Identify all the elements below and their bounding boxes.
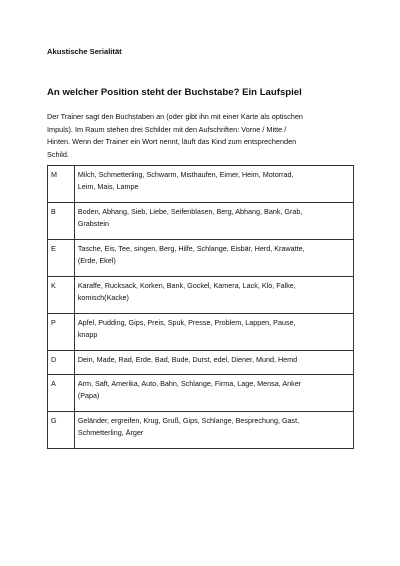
words-line: Boden, Abhang, Sieb, Liebe, Seifenblasen, Berg, Abhang, Bank, Grab,: [77, 207, 303, 216]
table-row: [48, 203, 354, 240]
table-row: [48, 375, 354, 412]
table-row: [48, 412, 354, 449]
words-line: Dein, Made, Rad, Erde, Bad, Bude, Durst, edel, Diener, Mund, Hemd: [77, 355, 298, 364]
letter-cell: B: [48, 203, 75, 240]
words-line: Milch, Schmetterling, Schwarm, Misthaufen, Eimer, Heim, Motorrad,: [77, 170, 294, 179]
section-label: Akustische Serialität: [47, 47, 122, 56]
letter-cell: K: [48, 277, 75, 314]
words-line: Tasche, Eis, Tee, singen, Berg, Hilfe, Schlange, Eisbär, Herd, Krawatte,: [77, 244, 305, 253]
table-row: [48, 314, 354, 351]
words-line: (Erde, Ekel): [77, 256, 116, 266]
intro-line: Hinten. Wenn der Trainer ein Wort nennt, läuft das Kind zum entsprechenden: [47, 137, 297, 147]
words-line: komisch(Kacke): [77, 293, 129, 303]
intro-line: Der Trainer sagt den Buchstaben an (oder gibt ihn mit einer Karte als optischen: [47, 112, 303, 121]
words-line: Apfel, Pudding, Gips, Preis, Spuk, Presse, Problem, Lappen, Pause,: [77, 318, 296, 327]
words-cell: [74, 166, 353, 203]
table-row: [48, 166, 354, 203]
words-line: Arm, Saft, Amerika, Auto, Bahn, Schlange, Firma, Lage, Mensa, Anker: [77, 379, 302, 388]
words-cell: [74, 277, 353, 314]
intro-line: Impuls). Im Raum stehen drei Schilder mit den Aufschriften: Vorne / Mitte /: [47, 124, 287, 134]
intro-line: Schild.: [47, 149, 69, 159]
words-line: knapp: [77, 330, 98, 340]
words-cell: [74, 412, 353, 449]
letter-word-table: [47, 165, 354, 449]
table-row: [48, 240, 354, 277]
intro-paragraph: [47, 111, 359, 161]
table-row: [48, 277, 354, 314]
words-line: Karaffe, Rucksack, Korken, Bank, Gockel, Kamera, Lack, Klo, Falke,: [77, 281, 296, 290]
words-cell: [74, 203, 353, 240]
words-cell: [74, 351, 353, 375]
table-row: [48, 351, 354, 375]
letter-cell: M: [48, 166, 75, 203]
words-cell: [74, 375, 353, 412]
words-line: Leim, Mais, Lampe: [77, 182, 139, 192]
words-line: (Papa): [77, 391, 100, 401]
letter-cell: D: [48, 351, 75, 375]
words-line: Grabstein: [77, 219, 109, 229]
letter-cell: E: [48, 240, 75, 277]
letter-cell: A: [48, 375, 75, 412]
words-cell: [74, 240, 353, 277]
words-cell: [74, 314, 353, 351]
words-line: Schmetterling, Ärger: [77, 428, 144, 438]
letter-cell: P: [48, 314, 75, 351]
letter-cell: G: [48, 412, 75, 449]
page-heading: An welcher Position steht der Buchstabe? Ein Laufspiel: [47, 87, 302, 98]
words-line: Geländer, ergreifen, Krug, Gruß, Gips, Schlange, Besprechung, Gast,: [77, 416, 300, 425]
